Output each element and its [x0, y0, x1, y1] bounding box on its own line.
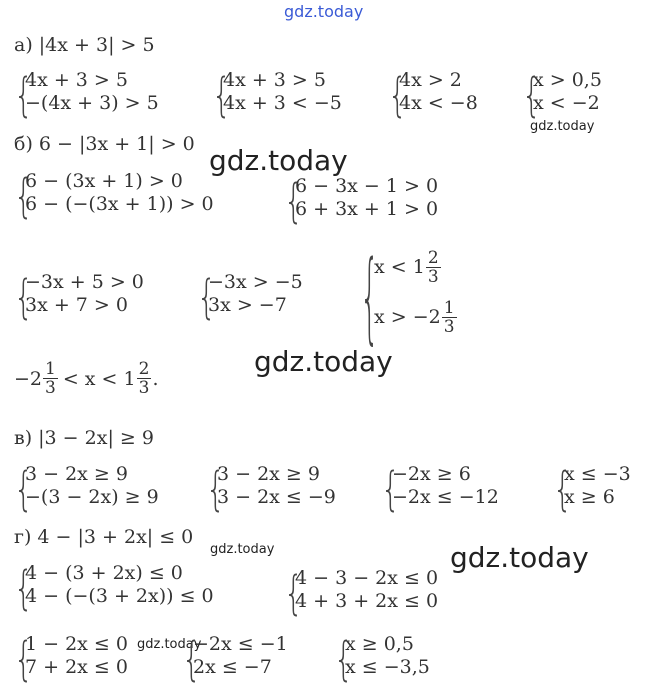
- row-prefix: x < 1: [374, 256, 425, 278]
- system-row: 3x + 7 > 0: [25, 294, 128, 316]
- system-row: 1 − 2x ≤ 0: [25, 633, 128, 655]
- system-row: x ≤ −3,5: [345, 656, 430, 678]
- system-row: x ≤ −3: [564, 463, 631, 485]
- denominator: 3: [427, 266, 439, 287]
- brace-icon: {: [553, 463, 573, 518]
- fraction-row-1: [374, 242, 458, 292]
- brace-icon: {: [14, 562, 34, 617]
- fraction: [137, 360, 152, 397]
- system-row: x > 0,5: [533, 69, 602, 91]
- system-row: 4x < −8: [399, 92, 478, 114]
- system-row: 4x + 3 > 5: [223, 69, 326, 91]
- numerator: 1: [45, 359, 56, 379]
- fraction-row-2: [374, 292, 458, 342]
- brace-icon: {: [522, 69, 542, 124]
- system-row: x < −2: [533, 92, 600, 114]
- part-b-answer: [14, 360, 158, 397]
- row-prefix: x > −2: [374, 306, 441, 328]
- fraction: [442, 299, 457, 336]
- brace-icon: {: [14, 69, 34, 124]
- numerator: 2: [138, 359, 150, 379]
- watermark-big: gdz.today: [209, 144, 348, 177]
- brace-icon: {: [381, 463, 401, 518]
- denominator: 3: [138, 378, 150, 398]
- brace-icon: {: [360, 242, 380, 358]
- system-row: 4 − (−(3 + 2x)) ≤ 0: [25, 585, 214, 607]
- system-row: 6 − (−(3x + 1)) > 0: [25, 193, 214, 215]
- system-row: 3 − 2x ≤ −9: [217, 486, 336, 508]
- brace-icon: {: [14, 633, 34, 688]
- system-row: 4x > 2: [399, 69, 462, 91]
- fraction: [426, 249, 441, 286]
- system-row: 6 − (3x + 1) > 0: [25, 170, 183, 192]
- watermark-small: gdz.today: [137, 637, 202, 652]
- brace-icon: {: [197, 271, 217, 326]
- numerator: 2: [427, 247, 439, 268]
- answer-part: < x < 1: [62, 367, 136, 390]
- brace-icon: {: [334, 633, 354, 688]
- system-row: −2x ≤ −1: [193, 633, 288, 655]
- system-row: 3x > −7: [208, 294, 287, 316]
- brace-icon: {: [212, 69, 232, 124]
- brace-icon: {: [206, 463, 226, 518]
- watermark-top: gdz.today: [284, 2, 364, 21]
- brace-icon: {: [284, 567, 304, 622]
- brace-icon: {: [388, 69, 408, 124]
- system-row: 4 + 3 + 2x ≤ 0: [295, 590, 439, 612]
- system-row: 4x + 3 < −5: [223, 92, 342, 114]
- system-row: 3 − 2x ≥ 9: [217, 463, 320, 485]
- denominator: 3: [45, 378, 56, 398]
- system-row: −3x + 5 > 0: [25, 271, 144, 293]
- system-row: −2x ≥ 6: [392, 463, 471, 485]
- system-row: 6 − 3x − 1 > 0: [295, 175, 439, 197]
- denominator: 3: [443, 316, 455, 337]
- part-g-header: г) 4 − |3 + 2x| ≤ 0: [14, 526, 194, 548]
- system-row: 4 − 3 − 2x ≤ 0: [295, 567, 439, 589]
- brace-icon: {: [14, 170, 34, 225]
- answer-part: −2: [14, 367, 43, 390]
- watermark-small: gdz.today: [210, 542, 275, 557]
- watermark-big: gdz.today: [450, 541, 589, 574]
- brace-icon: {: [284, 175, 304, 230]
- brace-icon: {: [14, 463, 34, 518]
- system-row: 6 + 3x + 1 > 0: [295, 198, 439, 220]
- brace-icon: {: [182, 633, 202, 688]
- system-row: −(4x + 3) > 5: [25, 92, 159, 114]
- system-row: x ≥ 6: [564, 486, 615, 508]
- numerator: 1: [443, 297, 455, 318]
- answer-part: .: [152, 367, 159, 390]
- fraction: [43, 360, 58, 397]
- system-row: 3 − 2x ≥ 9: [25, 463, 128, 485]
- watermark-big: gdz.today: [254, 345, 393, 378]
- system-row: 7 + 2x ≤ 0: [25, 656, 128, 678]
- system-row: 2x ≤ −7: [193, 656, 272, 678]
- watermark-small: gdz.today: [530, 119, 595, 134]
- system-row: 4x + 3 > 5: [25, 69, 128, 91]
- part-b-header: б) 6 − |3x + 1| > 0: [14, 133, 195, 155]
- part-a-header: а) |4x + 3| > 5: [14, 34, 155, 56]
- system-row: −(3 − 2x) ≥ 9: [25, 486, 159, 508]
- brace-icon: {: [14, 271, 34, 326]
- part-v-header: в) |3 − 2x| ≥ 9: [14, 427, 154, 449]
- system-row: −3x > −5: [208, 271, 303, 293]
- system-row: 4 − (3 + 2x) ≤ 0: [25, 562, 183, 584]
- system-row: x ≥ 0,5: [345, 633, 414, 655]
- system-row: −2x ≤ −12: [392, 486, 499, 508]
